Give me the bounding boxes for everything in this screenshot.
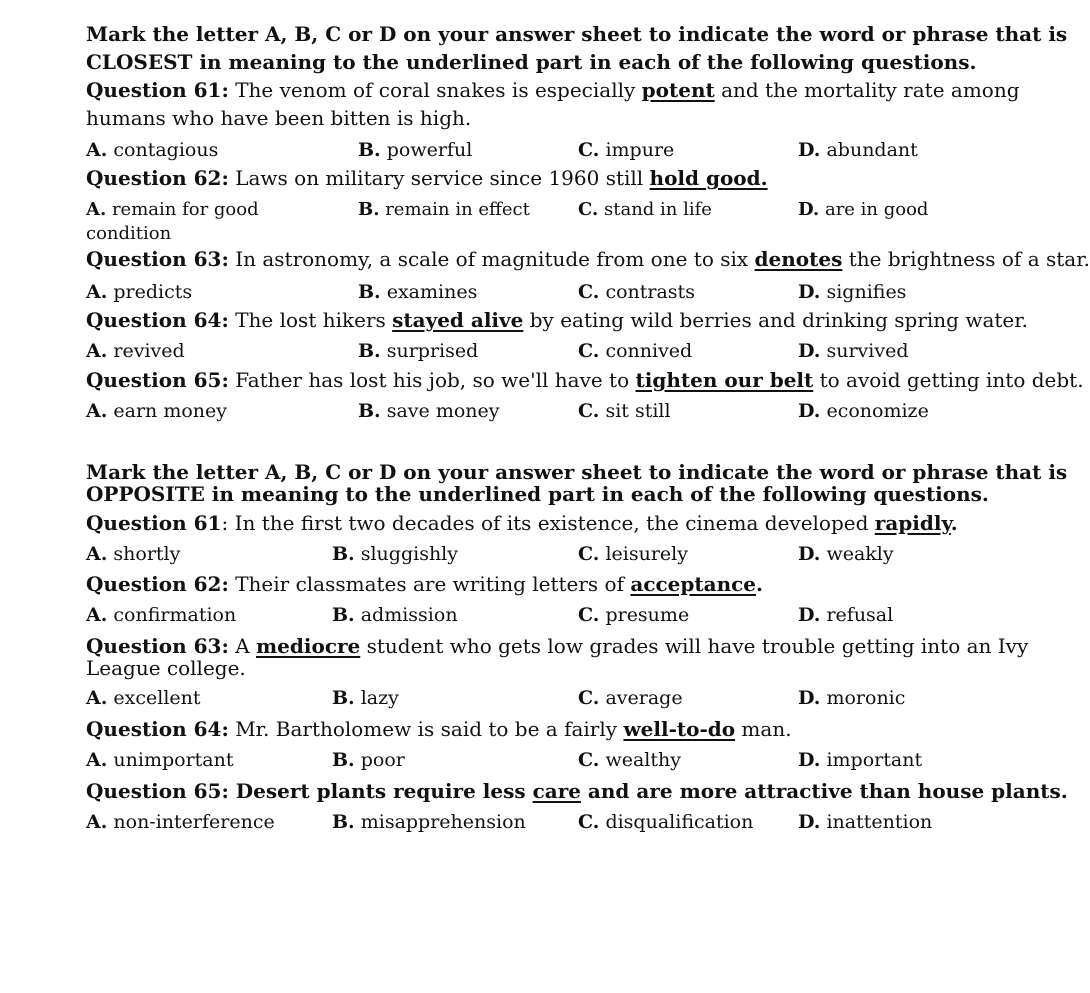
s1-q61-option-a: A. contagious — [86, 139, 219, 161]
underlined-word: acceptance — [630, 572, 757, 596]
s2-question-64: Question 64: Mr. Bartholomew is said to be a fairly well-to-do man. — [86, 717, 792, 741]
s2-q65-option-c: C. disqualification — [578, 811, 754, 833]
s2-q64-option-c: C. wealthy — [578, 749, 681, 771]
s2-q65-option-a: A. non-interference — [86, 811, 275, 833]
s1-q61-option-b: B. powerful — [358, 139, 473, 161]
s2-q64-option-a: A. unimportant — [86, 749, 234, 771]
section1-title-line1: Mark the letter A, B, C or D on your answer sheet to indicate the word or phrase that is — [86, 22, 1068, 46]
s2-q61-option-a: A. shortly — [86, 543, 181, 565]
s1-q62-option-a-cont: condition — [86, 223, 172, 244]
s2-question-63-cont: League college. — [86, 656, 246, 680]
s1-q64-option-d: D. survived — [798, 340, 909, 362]
s1-question-62: Question 62: Laws on military service since 1960 still hold good. — [86, 166, 768, 190]
s2-q61-option-b: B. sluggishly — [332, 543, 458, 565]
s2-question-65: Question 65: Desert plants require less care and are more attractive than house plants. — [86, 779, 1068, 803]
s2-q63-option-c: C. average — [578, 687, 683, 709]
underlined-word: care — [532, 779, 581, 803]
s2-q63-option-d: D. moronic — [798, 687, 906, 709]
s1-q64-option-c: C. connived — [578, 340, 693, 362]
section2-title-line2: OPPOSITE in meaning to the underlined part in each of the following questions. — [86, 482, 989, 506]
s2-q62-option-a: A. confirmation — [86, 604, 237, 626]
s2-question-61: Question 61: In the first two decades of its existence, the cinema developed rapidly. — [86, 511, 958, 535]
underlined-word: tighten our belt — [635, 368, 814, 392]
underlined-word: denotes — [754, 247, 843, 271]
s2-q62-option-d: D. refusal — [798, 604, 894, 626]
s2-q61-option-d: D. weakly — [798, 543, 894, 565]
s1-question-63: Question 63: In astronomy, a scale of magnitude from one to six denotes the brightness of a star. — [86, 247, 1090, 271]
s1-q62-option-c: C. stand in life — [578, 199, 712, 220]
s1-q63-option-c: C. contrasts — [578, 281, 695, 303]
s1-q65-option-d: D. economize — [798, 400, 929, 422]
s1-q61-option-d: D. abundant — [798, 139, 918, 161]
s1-q64-option-a: A. revived — [86, 340, 185, 362]
section1-title-line2: CLOSEST in meaning to the underlined part in each of the following questions. — [86, 50, 977, 74]
s1-q62-option-d: D. are in good — [798, 199, 929, 220]
s1-question-65: Question 65: Father has lost his job, so we'll have to tighten our belt to avoid getting into debt. — [86, 368, 1084, 392]
s2-question-63: Question 63: A mediocre student who gets low grades will have trouble getting into an Ivy — [86, 634, 1029, 658]
underlined-word: mediocre — [256, 634, 361, 658]
s2-q63-option-b: B. lazy — [332, 687, 399, 709]
s2-q64-option-b: B. poor — [332, 749, 405, 771]
s1-q61-option-c: C. impure — [578, 139, 675, 161]
s2-q62-option-c: C. presume — [578, 604, 690, 626]
s1-q65-option-c: C. sit still — [578, 400, 671, 422]
s2-q65-option-d: D. inattention — [798, 811, 933, 833]
s1-q65-option-b: B. save money — [358, 400, 500, 422]
s2-q63-option-a: A. excellent — [86, 687, 201, 709]
s1-q65-option-a: A. earn money — [86, 400, 227, 422]
s2-q64-option-d: D. important — [798, 749, 923, 771]
s2-q62-option-b: B. admission — [332, 604, 458, 626]
s2-q65-option-b: B. misapprehension — [332, 811, 526, 833]
s1-q64-option-b: B. surprised — [358, 340, 479, 362]
s1-q62-option-b: B. remain in effect — [358, 199, 530, 220]
underlined-word: rapidly — [874, 511, 951, 535]
s1-question-64: Question 64: The lost hikers stayed alive by eating wild berries and drinking spring water. — [86, 308, 1028, 332]
underlined-word: stayed alive — [392, 308, 524, 332]
s1-question-61-cont: humans who have been bitten is high. — [86, 106, 472, 130]
s1-q62-option-a: A. remain for good — [86, 199, 259, 220]
s1-q63-option-b: B. examines — [358, 281, 478, 303]
s1-q63-option-d: D. signifies — [798, 281, 907, 303]
s2-q61-option-c: C. leisurely — [578, 543, 688, 565]
underlined-word: well-to-do — [623, 717, 736, 741]
underlined-word: potent — [641, 78, 715, 102]
s1-question-61: Question 61: The venom of coral snakes is especially potent and the mortality rate among — [86, 78, 1020, 102]
s1-q63-option-a: A. predicts — [86, 281, 193, 303]
section2-title-line1: Mark the letter A, B, C or D on your answer sheet to indicate the word or phrase that is — [86, 460, 1068, 484]
s2-question-62: Question 62: Their classmates are writing letters of acceptance. — [86, 572, 763, 596]
underlined-word: hold good. — [649, 166, 768, 190]
